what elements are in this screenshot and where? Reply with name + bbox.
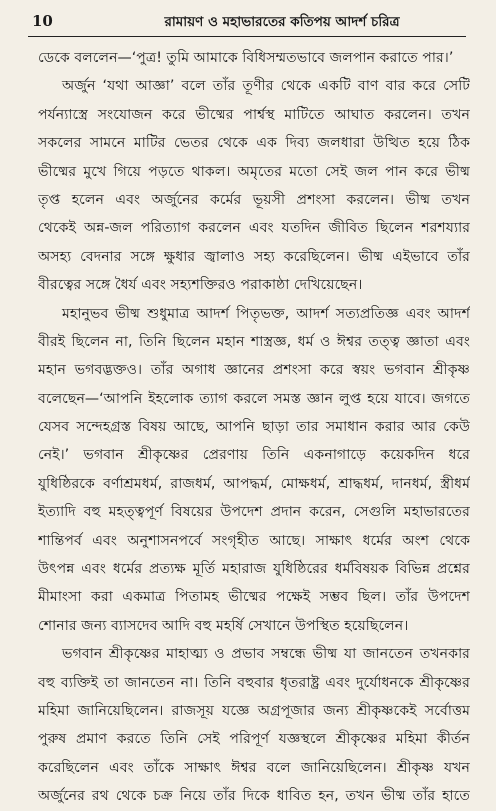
text-line: অসহ্য বেদনার সঙ্গে ক্ষুধার জ্বালাও সহ্য করেছিলেন। ভীষ্ম এইভাবে তাঁর xyxy=(38,248,470,265)
page-header xyxy=(28,6,466,37)
text-line: তৃপ্ত হলেন এবং অর্জুনের কর্মের ভূয়সী প্রশংসা করলেন। ভীষ্ম তখন xyxy=(38,191,470,208)
body-text xyxy=(38,44,470,811)
text-line: ইত্যাদি বহু মহত্ত্বপূর্ণ বিষয়ের উপদেশ প্রদান করেন, সেগুলি মহাভারতের xyxy=(38,504,470,521)
text-line: মীমাংসা করা একমাত্র পিতামহ ভীষ্মের পক্ষেই সম্ভব ছিল। তাঁর উপদেশ xyxy=(38,589,470,606)
text-line: ভগবান শ্রীকৃষ্ণের মাহাত্ম্য ও প্রভাব সম্বন্ধে ভীষ্ম যা জানতেন তখনকার xyxy=(62,646,470,663)
text-line: সকলের সামনে মাটির ভেতর থেকে এক দিব্য জলধারা উত্থিত হয়ে ঠিক xyxy=(38,135,470,152)
text-line: পর্যন্যাস্ত্রে সংযোজন করে ভীষ্মের পার্শ্বস্থ মাটিতে আঘাত করলেন। তখন xyxy=(38,106,470,123)
text-line: মহান ভগবদ্ভক্তও। তাঁর অগাধ জ্ঞানের প্রশংসা করে স্বয়ং ভগবান শ্রীকৃষ্ণ xyxy=(38,362,470,379)
text-line: ডেকে বললেন—‘পুত্র! তুমি আমাকে বিধিসম্মতভাবে জলপান করাতে পার।’ xyxy=(38,50,454,66)
text-line: বহু ব্যক্তিই তা জানতেন না। তিনি বহুবার ধৃতরাষ্ট্র এবং দুর্যোধনকে শ্রীকৃষ্ণের xyxy=(38,674,470,691)
text-line: বীরই ছিলেন না, তিনি ছিলেন মহান শাস্ত্রজ্ঞ, ধর্ম ও ঈশ্বর তত্ত্ব জ্ঞাতা এবং xyxy=(38,333,470,350)
text-line: যেসব সন্দেহগ্রস্ত বিষয় আছে, আপনি ছাড়া তার সমাধান করার আর কেউ xyxy=(38,419,470,436)
text-line: শান্তিপর্ব এবং অনুশাসনপর্বে সংগৃহীত আছে। সাক্ষাৎ ধর্মের অংশ থেকে xyxy=(38,532,470,549)
text-line: উৎপন্ন এবং ধর্মের প্রত্যক্ষ মূর্তি মহারাজ যুধিষ্ঠিরের ধর্মবিষয়ক বিভিন্ন প্রশ্নের xyxy=(38,561,470,578)
text-line: নেই।’ ভগবান শ্রীকৃষ্ণের প্রেরণায় তিনি একনাগাড়ে কয়েকদিন ধরে xyxy=(38,447,470,464)
text-line: বীরত্বের সঙ্গে ধৈর্য এবং সহ্যশক্তিরও পরাকাষ্ঠা দেখিয়েছেন। xyxy=(38,277,363,294)
text-line: ভীষ্মের মুখে গিয়ে পড়তে থাকল। অমৃতের মতো সেই জল পান করে ভীষ্ম xyxy=(38,163,470,180)
page-number: 10 xyxy=(32,12,53,30)
text-line: করেছিলেন এবং তাঁকে সাক্ষাৎ ঈশ্বর বলে জানিয়েছিলেন। শ্রীকৃষ্ণ যখন xyxy=(38,759,470,776)
text-line: অর্জুন ‘যথা আজ্ঞা’ বলে তাঁর তূণীর থেকে একটি বাণ বার করে সেটি xyxy=(62,78,470,95)
text-line: যুধিষ্ঠিরকে বর্ণাশ্রমধর্ম, রাজধর্ম, আপদ্ধর্ম, মোক্ষধর্ম, শ্রাদ্ধধর্ম, দানধর্ম, স্ত্রীধর্ম xyxy=(38,475,470,492)
text-line: বলেছেন—‘আপনি ইহলোক ত্যাগ করলে সমস্ত জ্ঞান লুপ্ত হয়ে যাবে। জগতে xyxy=(38,390,470,407)
text-line: মহানুভব ভীষ্ম শুধুমাত্র আদর্শ পিতৃভক্ত, আদর্শ সত্যপ্রতিজ্ঞ এবং আদর্শ xyxy=(62,305,470,322)
text-line: থেকেই অন্ন-জল পরিত্যাগ করলেন এবং যতদিন জীবিত ছিলেন শরশয্যার xyxy=(38,220,470,237)
text-line: অর্জুনের রথ থেকে চক্র নিয়ে তাঁর দিকে ধাবিত হন, তখন ভীষ্ম তাঁর হাতে xyxy=(38,788,470,805)
text-line: মহিমা জানিয়েছিলেন। রাজসূয় যজ্ঞে অগ্রপূজার জন্য শ্রীকৃষ্ণকেই সর্বোত্তম xyxy=(38,702,470,719)
text-line: শোনার জন্য ব্যাসদেব আদি বহু মহর্ষি সেখানে উপস্থিত হয়েছিলেন। xyxy=(38,617,409,634)
text-line: পুরুষ প্রমাণ করতে তিনি সেই পরিপূর্ণ যজ্ঞস্থলে শ্রীকৃষ্ণের মহিমা কীর্তন xyxy=(38,731,470,748)
running-title: রামায়ণ ও মহাভারতের কতিপয় আদর্শ চরিত্র xyxy=(164,14,400,30)
